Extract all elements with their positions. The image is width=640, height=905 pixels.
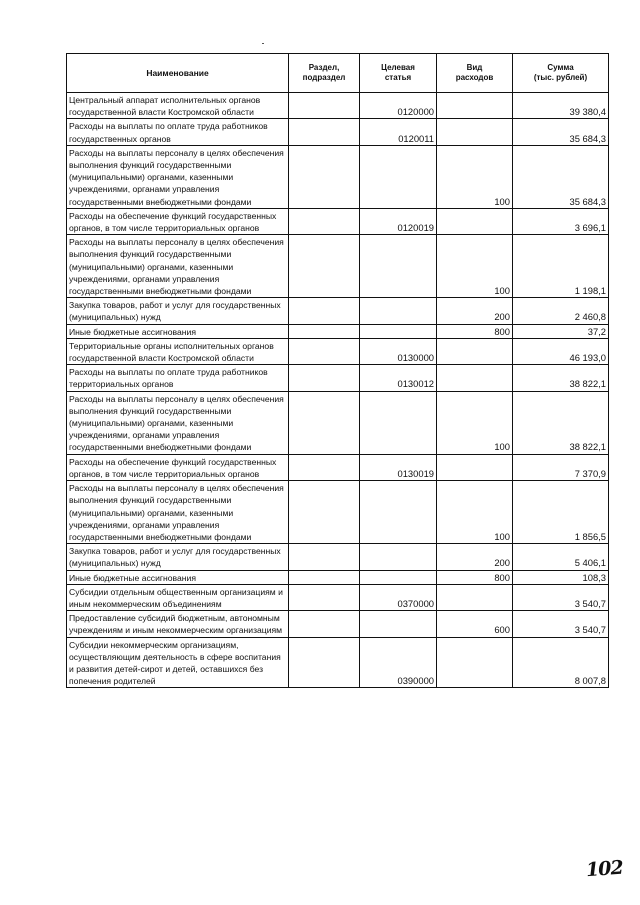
row-amount: 35 684,3: [513, 145, 609, 208]
scan-mark: [262, 43, 264, 44]
row-amount: 39 380,4: [513, 93, 609, 119]
row-amount: 1 198,1: [513, 235, 609, 298]
table-row: [67, 544, 609, 570]
row-target: 0120011: [360, 119, 437, 145]
row-expense-type: 800: [437, 324, 513, 338]
row-section: [289, 454, 360, 480]
row-expense-type: 200: [437, 298, 513, 324]
budget-table: [66, 53, 609, 688]
row-amount: 2 460,8: [513, 298, 609, 324]
row-name: Иные бюджетные ассигнования: [67, 570, 289, 584]
row-amount: 7 370,9: [513, 454, 609, 480]
table-row: [67, 119, 609, 145]
row-name: Закупка товаров, работ и услуг для государственных (муниципальных) нужд: [67, 298, 289, 324]
row-section: [289, 324, 360, 338]
header-target-line2: статья: [384, 73, 412, 82]
row-target: [360, 611, 437, 637]
row-amount: 38 822,1: [513, 365, 609, 391]
row-expense-type: [437, 365, 513, 391]
header-expense-type-line2: расходов: [455, 73, 494, 82]
row-section: [289, 338, 360, 364]
row-amount: 8 007,8: [513, 637, 609, 688]
header-amount: [513, 54, 609, 93]
row-target: [360, 235, 437, 298]
row-expense-type: 800: [437, 570, 513, 584]
header-section-line1: Раздел,: [308, 63, 340, 72]
row-section: [289, 544, 360, 570]
row-name: Закупка товаров, работ и услуг для государственных (муниципальных) нужд: [67, 544, 289, 570]
table-row: [67, 208, 609, 234]
row-expense-type: 100: [437, 235, 513, 298]
row-section: [289, 637, 360, 688]
row-section: [289, 481, 360, 544]
row-section: [289, 298, 360, 324]
header-target-line1: Целевая: [381, 63, 415, 72]
row-expense-type: [437, 338, 513, 364]
header-amount-line1: Сумма: [547, 63, 574, 72]
header-section: [289, 54, 360, 93]
row-section: [289, 584, 360, 610]
table-row: [67, 570, 609, 584]
table-row: [67, 365, 609, 391]
row-section: [289, 208, 360, 234]
header-section-line2: подраздел: [302, 73, 346, 82]
row-amount: 38 822,1: [513, 391, 609, 454]
row-expense-type: [437, 208, 513, 234]
row-target: 0390000: [360, 637, 437, 688]
table-header-row: [67, 54, 609, 93]
row-section: [289, 93, 360, 119]
table-row: [67, 454, 609, 480]
header-expense-type: [437, 54, 513, 93]
row-section: [289, 611, 360, 637]
table-row: [67, 637, 609, 688]
table-row: [67, 235, 609, 298]
row-amount: 3 540,7: [513, 584, 609, 610]
table-row: [67, 611, 609, 637]
row-amount: 3 540,7: [513, 611, 609, 637]
row-amount: 3 696,1: [513, 208, 609, 234]
row-target: [360, 298, 437, 324]
row-name: Расходы на обеспечение функций государственных органов, в том числе территориальных органов: [67, 454, 289, 480]
row-section: [289, 119, 360, 145]
row-section: [289, 391, 360, 454]
table-row: [67, 391, 609, 454]
row-expense-type: 100: [437, 481, 513, 544]
table-row: [67, 481, 609, 544]
row-target: [360, 324, 437, 338]
row-target: [360, 481, 437, 544]
row-name: Субсидии отдельным общественным организациям и иным некоммерческим объединениям: [67, 584, 289, 610]
table-row: [67, 145, 609, 208]
row-target: 0130012: [360, 365, 437, 391]
row-expense-type: 600: [437, 611, 513, 637]
row-amount: 1 856,5: [513, 481, 609, 544]
table-row: [67, 584, 609, 610]
row-name: Иные бюджетные ассигнования: [67, 324, 289, 338]
handwritten-page-number: 102: [585, 856, 624, 882]
row-name: Субсидии некоммерческим организациям, осуществляющим деятельность в сфере воспитания и развития детей-сирот и детей, оставшихся без попечения родителей: [67, 637, 289, 688]
row-name: Расходы на обеспечение функций государственных органов, в том числе территориальных органов: [67, 208, 289, 234]
row-section: [289, 570, 360, 584]
row-target: 0120019: [360, 208, 437, 234]
row-expense-type: [437, 454, 513, 480]
row-expense-type: 200: [437, 544, 513, 570]
table-row: [67, 338, 609, 364]
header-amount-line2: (тыс. рублей): [533, 73, 588, 82]
header-name: Наименование: [67, 54, 289, 93]
row-name: Предоставление субсидий бюджетным, автономным учреждениям и иным некоммерческим организациям: [67, 611, 289, 637]
row-section: [289, 145, 360, 208]
row-expense-type: 100: [437, 391, 513, 454]
row-expense-type: [437, 93, 513, 119]
row-target: [360, 391, 437, 454]
row-name: Расходы на выплаты персоналу в целях обеспечения выполнения функций государственными (муниципальными) органами, казенными учреждениями, органами управления государственными внебюджетными фондами: [67, 391, 289, 454]
row-name: Территориальные органы исполнительных органов государственной власти Костромской области: [67, 338, 289, 364]
row-expense-type: [437, 637, 513, 688]
row-amount: 46 193,0: [513, 338, 609, 364]
table-row: [67, 324, 609, 338]
row-target: 0130019: [360, 454, 437, 480]
row-expense-type: [437, 119, 513, 145]
header-expense-type-line1: Вид: [466, 63, 483, 72]
row-name: Расходы на выплаты по оплате труда работников территориальных органов: [67, 365, 289, 391]
row-amount: 108,3: [513, 570, 609, 584]
row-target: [360, 544, 437, 570]
table-row: [67, 93, 609, 119]
row-name: Расходы на выплаты персоналу в целях обеспечения выполнения функций государственными (муниципальными) органами, казенными учреждениями, органами управления государственными внебюджетными фондами: [67, 235, 289, 298]
row-amount: 35 684,3: [513, 119, 609, 145]
row-section: [289, 365, 360, 391]
row-target: [360, 570, 437, 584]
row-target: [360, 145, 437, 208]
row-expense-type: [437, 584, 513, 610]
row-amount: 5 406,1: [513, 544, 609, 570]
table-row: [67, 298, 609, 324]
row-name: Расходы на выплаты персоналу в целях обеспечения выполнения функций государственными (муниципальными) органами, казенными учреждениями, органами управления государственными внебюджетными фондами: [67, 145, 289, 208]
row-name: Расходы на выплаты персоналу в целях обеспечения выполнения функций государственными (муниципальными) органами, казенными учреждениями, органами управления государственными внебюджетными фондами: [67, 481, 289, 544]
row-expense-type: 100: [437, 145, 513, 208]
row-name: Центральный аппарат исполнительных органов государственной власти Костромской области: [67, 93, 289, 119]
row-target: 0130000: [360, 338, 437, 364]
row-amount: 37,2: [513, 324, 609, 338]
header-target: [360, 54, 437, 93]
row-section: [289, 235, 360, 298]
row-target: 0370000: [360, 584, 437, 610]
row-target: 0120000: [360, 93, 437, 119]
row-name: Расходы на выплаты по оплате труда работников государственных органов: [67, 119, 289, 145]
